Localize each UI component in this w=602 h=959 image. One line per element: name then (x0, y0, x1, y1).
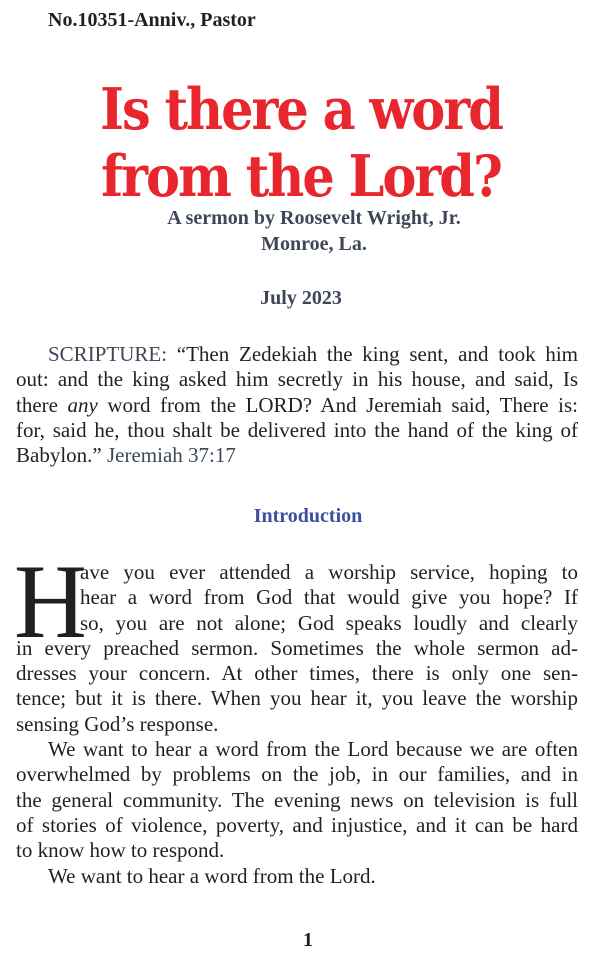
body-line: We want to hear a word from the Lord. (48, 863, 376, 888)
body-line: We want to hear a word from the Lord because we are often (48, 737, 578, 762)
body-line: so, you are not alone; God speaks loudly and clearly (80, 610, 578, 635)
scripture-paragraph (16, 342, 578, 468)
scripture-reference: Jeremiah 37:17 (101, 443, 236, 468)
scripture-line: out: and the king asked him secretly in his house, and said, Is (16, 367, 578, 392)
body-line: to know how to respond. (16, 838, 225, 863)
body-line: ave you ever attended a worship service, hoping to (80, 560, 578, 584)
body-line: the general community. The evening news on television is full (16, 787, 578, 812)
scripture-text: word from the LORD? And Jeremiah said, There is: (97, 392, 578, 417)
body-line: hear a word from God that would give you hope? If (80, 585, 578, 610)
body-line: of stories of violence, poverty, and injustice, and it can be hard (16, 812, 578, 837)
scripture-label: SCRIPTURE: (48, 342, 168, 366)
sermon-title-line-1: Is there a word (100, 76, 502, 144)
document-header: No.10351-Anniv., Pastor (48, 9, 256, 31)
body-line: dresses your concern. At other times, there is only one sen- (16, 661, 578, 686)
body-line: tence; but it is there. When you hear it, you leave the worship (16, 686, 578, 711)
author-location: Monroe, La. (261, 233, 367, 255)
scripture-text: “Then Zedekiah the king sent, and took him (167, 342, 578, 366)
scripture-text: there (16, 392, 68, 417)
scripture-line: for, said he, thou shalt be delivered into the hand of the king of (16, 417, 578, 442)
body-line: in every preached sermon. Sometimes the whole sermon ad- (16, 635, 578, 660)
introduction-body (14, 543, 578, 889)
body-line: overwhelmed by problems on the job, in our families, and in (16, 762, 578, 787)
page-number: 1 (303, 929, 313, 951)
scripture-line (16, 342, 578, 367)
scripture-text: Babylon.” (16, 443, 102, 468)
author-byline: A sermon by Roosevelt Wright, Jr. (167, 207, 461, 229)
scripture-line (16, 443, 578, 468)
drop-cap: H (14, 543, 87, 660)
sermon-date: July 2023 (260, 287, 342, 309)
scripture-italic-word: any (67, 392, 98, 417)
body-line: sensing God’s response. (16, 711, 219, 736)
section-heading-introduction: Introduction (253, 505, 363, 527)
sermon-title-line-2: from the Lord? (101, 143, 501, 211)
scripture-line (16, 393, 578, 418)
